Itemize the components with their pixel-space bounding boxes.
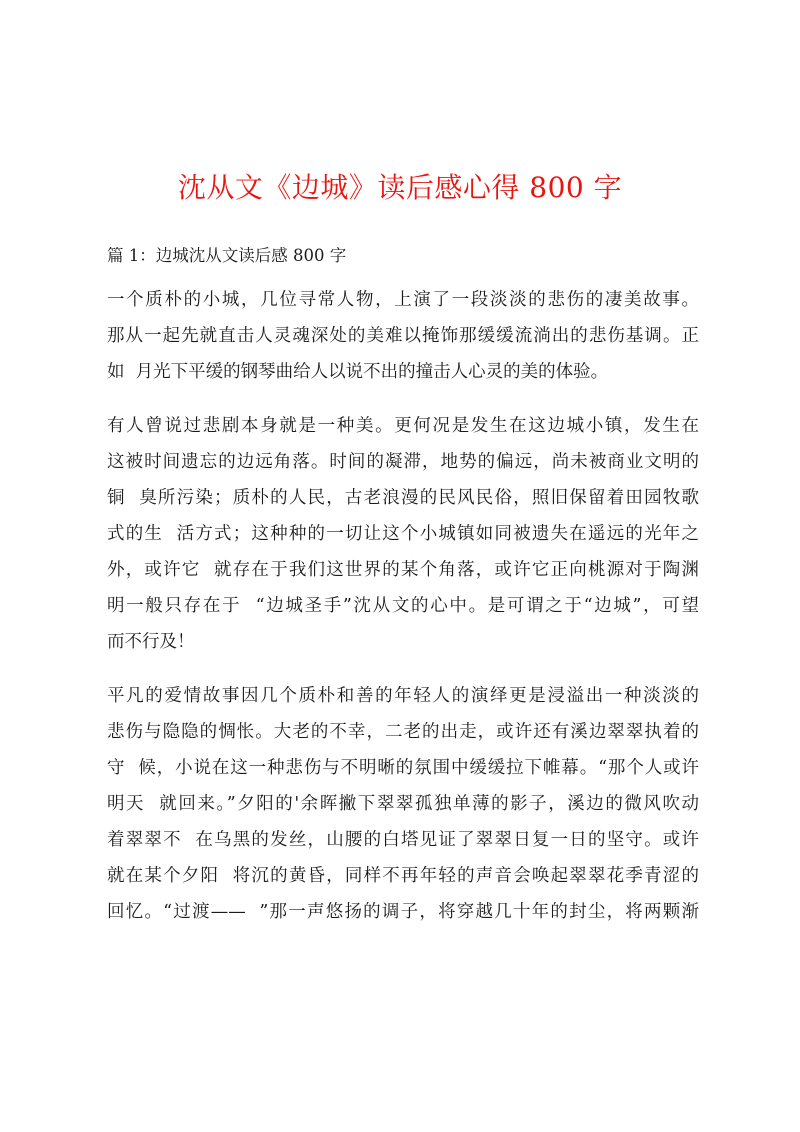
body-line: 那从一起先就直击人灵魂深处的美难以掩饰那缓缓流淌出的悲伤基调。正 [107, 326, 699, 346]
body-line: 有人曾说过悲剧本身就是一种美。更何况是发生在这边城小镇，发生在 [107, 416, 699, 436]
body-line: 式的生 活方式；这种种的一切让这个小城镇如同被遗失在遥远的光年之 [107, 524, 699, 544]
body-line: 着翠翠不 在乌黑的发丝，山腰的白塔见证了翠翠日复一日的坚守。或许 [107, 830, 699, 850]
body-line: 回忆。“过渡—— ”那一声悠扬的调子，将穿越几十年的封尘，将两颗渐 [107, 902, 699, 922]
body-line: 一个质朴的小城，几位寻常人物，上演了一段淡淡的悲伤的凄美故事。 [107, 290, 699, 310]
body-line: 守 候，小说在这一种悲伤与不明晰的氛围中缓缓拉下帷幕。“那个人或许 [107, 758, 699, 778]
body-line: 平凡的爱情故事因几个质朴和善的年轻人的演绎更是浸溢出一种淡淡的 [107, 686, 699, 706]
body-line: 这被时间遗忘的边远角落。时间的凝滞，地势的偏远，尚未被商业文明的 [107, 452, 699, 472]
body-line: 外，或许它 就存在于我们这世界的某个角落，或许它正向桃源对于陶渊 [107, 560, 699, 580]
body-line: 而不行及！ [107, 632, 195, 652]
body-line: 铜 臭所污染；质朴的人民，古老浪漫的民风民俗，照旧保留着田园牧歌 [107, 488, 699, 508]
body-line: 明天 就回来。”夕阳的'余晖撇下翠翠孤独单薄的影子，溪边的微风吹动 [107, 794, 699, 814]
body-line: 就在某个夕阳 将沉的黄昏，同样不再年轻的声音会唤起翠翠花季青涩的 [107, 866, 699, 886]
body-line: 明一般只存在于 “边城圣手”沈从文的心中。是可谓之于“边城”，可望 [107, 596, 699, 616]
body-line: 如 月光下平缓的钢琴曲给人以说不出的撞击人心灵的美的体验。 [107, 362, 609, 382]
section-heading: 篇 1：边城沈从文读后感 800 字 [107, 246, 347, 265]
document-title: 沈从文《边城》读后感心得 800 字 [177, 171, 623, 204]
body-line: 悲伤与隐隐的惆怅。大老的不幸，二老的出走，或许还有溪边翠翠执着的 [107, 722, 699, 742]
